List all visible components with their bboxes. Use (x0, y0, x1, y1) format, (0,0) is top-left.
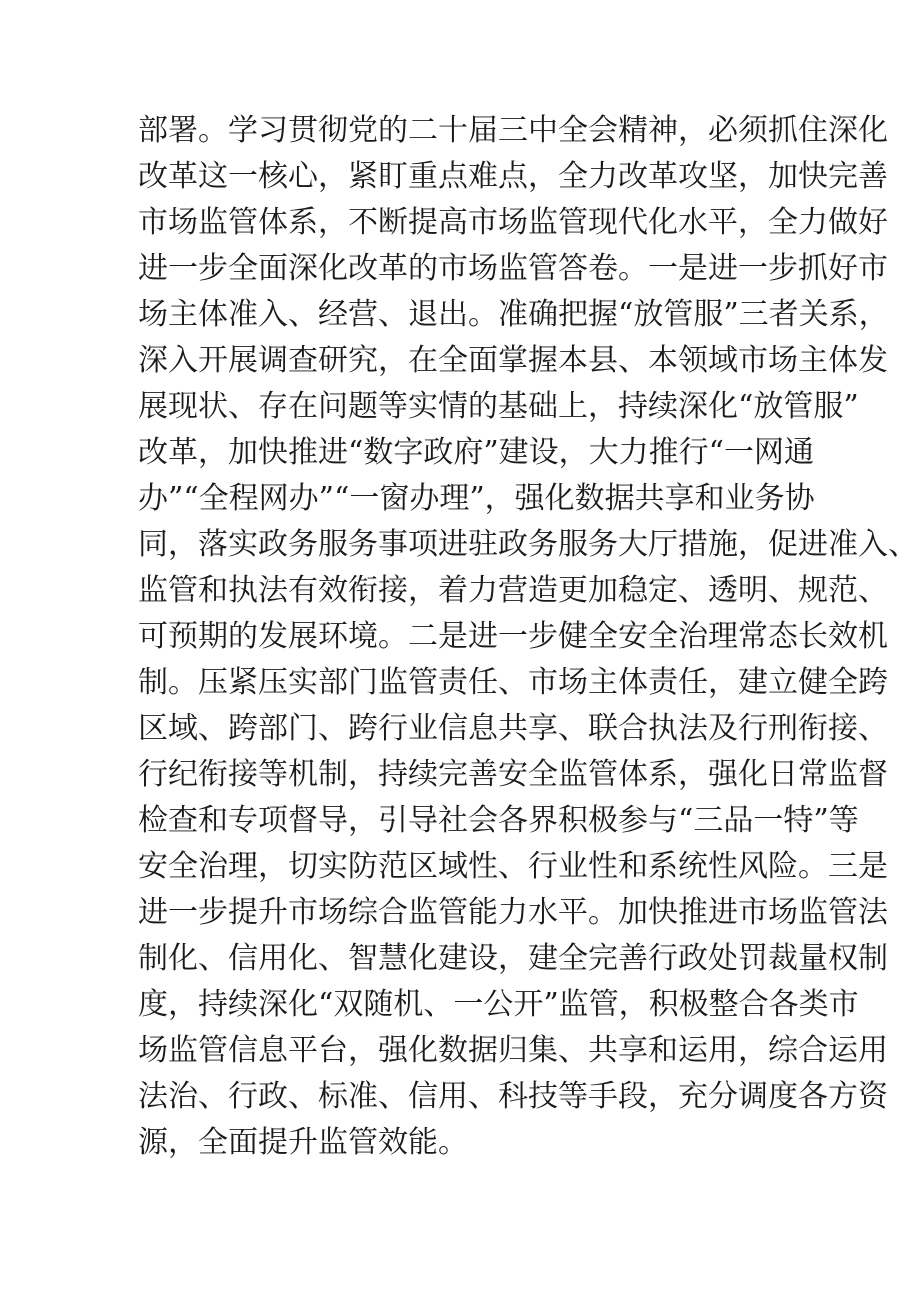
paragraph-line: 部署。学习贯彻党的二十届三中全会精神，必须抓住深化 (138, 113, 888, 148)
paragraph-line: 源，全面提升监管效能。 (138, 1125, 468, 1160)
paragraph-line: 改革，加快推进“数字政府”建设，大力推行“一网通 (138, 435, 815, 470)
paragraph-line: 检查和专项督导，引导社会各界积极参与“三品一特”等 (138, 803, 859, 838)
paragraph-line: 度，持续深化“双随机、一公开”监管，积极整合各类市 (138, 987, 859, 1022)
paragraph-line: 进一步提升市场综合监管能力水平。加快推进市场监管法 (138, 895, 888, 930)
paragraph-line: 场主体准入、经营、退出。准确把握“放管服”三者关系， (138, 297, 889, 332)
paragraph-line: 制。压紧压实部门监管责任、市场主体责任，建立健全跨 (138, 665, 888, 700)
paragraph-line: 区域、跨部门、跨行业信息共享、联合执法及行刑衔接、 (138, 711, 888, 746)
paragraph-line: 同，落实政务服务事项进驻政务服务大厅措施，促进准入、 (138, 527, 918, 562)
paragraph-line: 场监管信息平台，强化数据归集、共享和运用，综合运用 (138, 1033, 888, 1068)
paragraph-line: 展现状、存在问题等实情的基础上，持续深化“放管服” (138, 389, 859, 424)
paragraph-line: 行纪衔接等机制，持续完善安全监管体系，强化日常监督 (138, 757, 888, 792)
paragraph-line: 监管和执法有效衔接，着力营造更加稳定、透明、规范、 (138, 573, 888, 608)
paragraph-line: 市场监管体系，不断提高市场监管现代化水平，全力做好 (138, 205, 888, 240)
paragraph-line: 法治、行政、标准、信用、科技等手段，充分调度各方资 (138, 1079, 888, 1114)
body-paragraph (138, 108, 918, 1166)
paragraph-line: 进一步全面深化改革的市场监管答卷。一是进一步抓好市 (138, 251, 888, 286)
paragraph-line: 办”“全程网办”“一窗办理”，强化数据共享和业务协 (138, 481, 815, 516)
paragraph-line: 可预期的发展环境。二是进一步健全安全治理常态长效机 (138, 619, 888, 654)
paragraph-line: 深入开展调查研究，在全面掌握本县、本领域市场主体发 (138, 343, 888, 378)
paragraph-line: 制化、信用化、智慧化建设，建全完善行政处罚裁量权制 (138, 941, 888, 976)
paragraph-line: 安全治理，切实防范区域性、行业性和系统性风险。三是 (138, 849, 888, 884)
paragraph-line: 改革这一核心，紧盯重点难点，全力改革攻坚，加快完善 (138, 159, 888, 194)
